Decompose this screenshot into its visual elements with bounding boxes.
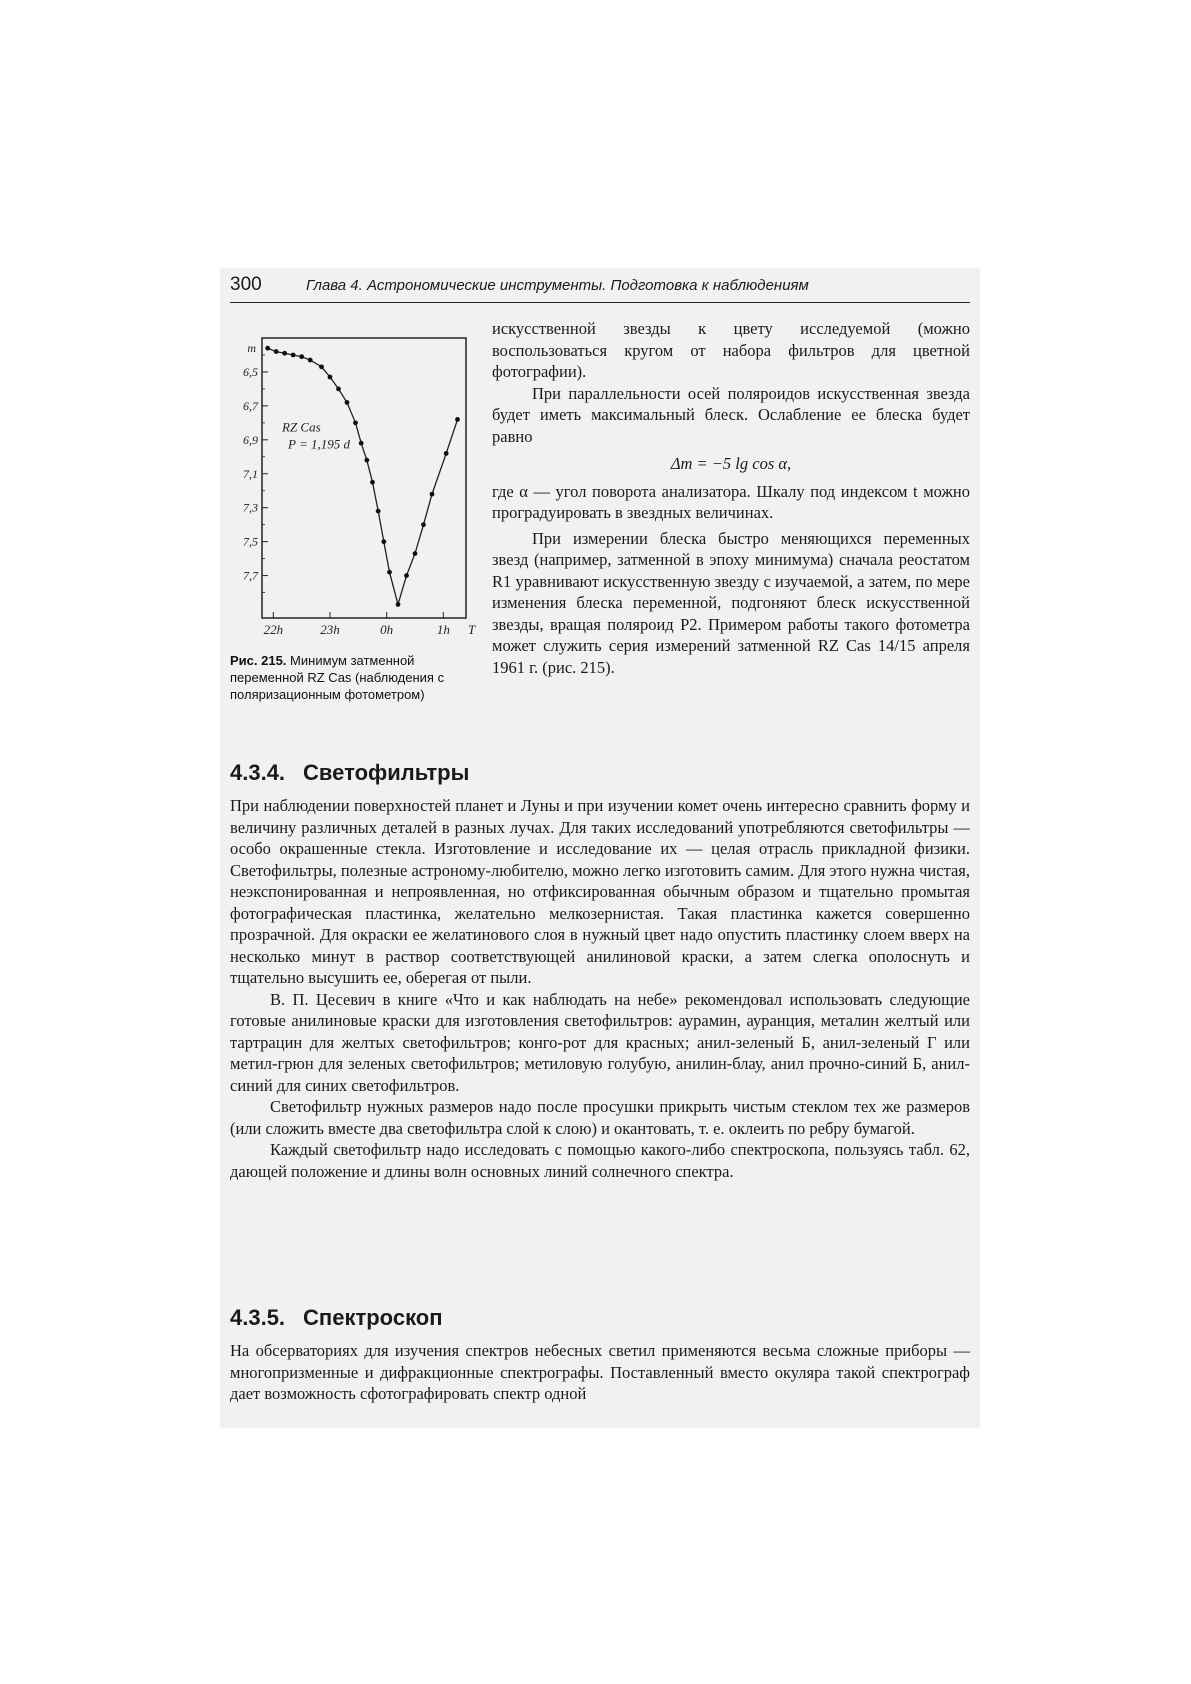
figure-215	[230, 330, 480, 720]
caption-text: Минимум затменной переменной RZ Cas (наблюдения с поляризационным фотометром)	[230, 653, 445, 702]
paragraph: Каждый светофильтр надо исследовать с помощью какого-либо спектроскопа, пользуясь табл. 62, дающей положение и длины волн основных линий солнечного спектра.	[230, 1140, 970, 1181]
data-point	[265, 346, 270, 351]
data-point	[353, 420, 358, 425]
data-point	[328, 375, 333, 380]
light-curve-chart	[230, 330, 480, 650]
data-point	[381, 539, 386, 544]
data-point	[421, 522, 426, 527]
section-heading-434	[230, 760, 970, 786]
paragraph: искусственной звезды к цвету исследуемой (можно воспользоваться кругом от набора фильтров для цветной фотографии).	[492, 319, 970, 381]
data-point	[376, 509, 381, 514]
section-number: 4.3.4.	[230, 760, 286, 785]
data-point	[413, 551, 418, 556]
paragraph: На обсерваториях для изучения спектров небесных светил применяются весьма сложные приборы — многопризменные и дифракционные спектрографы. Поставленный вместо окуляра такой спектрограф дает возможность сфотографировать спектр одной	[230, 1341, 970, 1403]
page-number: 300	[230, 274, 262, 295]
light-curve-line	[268, 348, 458, 604]
data-point	[396, 602, 401, 607]
x-axis-label: T	[468, 622, 476, 637]
section-title: Спектроскоп	[303, 1305, 443, 1330]
y-tick-label: 6,9	[243, 432, 258, 447]
paragraph: При параллельности осей поляроидов искусственная звезда будет иметь максимальный блеск. Ослабление ее блеска будет равно	[492, 383, 970, 446]
period-annotation: P = 1,195 d	[288, 436, 350, 452]
data-point	[299, 354, 304, 359]
x-tick-label: 22h	[263, 622, 284, 637]
data-point	[319, 364, 324, 369]
formula: Δm = −5 lg cos α,	[670, 454, 792, 473]
x-tick-label: 1h	[436, 622, 450, 637]
section-number: 4.3.5.	[230, 1305, 286, 1330]
star-name-annotation: RZ Cas	[282, 419, 321, 435]
data-point	[444, 451, 449, 456]
y-tick-label: 7,5	[243, 534, 258, 549]
right-column	[492, 318, 970, 678]
plot-frame	[262, 338, 466, 618]
data-point	[455, 417, 460, 422]
data-point	[308, 358, 313, 363]
y-tick-label: 7,7	[243, 568, 258, 583]
figure-caption	[230, 652, 480, 703]
data-point	[404, 573, 409, 578]
data-point	[430, 492, 435, 497]
y-axis-label: m	[247, 341, 256, 355]
data-point	[336, 387, 341, 392]
section-435-body	[230, 1340, 970, 1405]
y-tick-label: 7,1	[243, 466, 258, 481]
y-tick-label: 7,3	[243, 500, 258, 515]
section-434-body	[230, 795, 970, 1182]
data-point	[364, 458, 369, 463]
data-point	[370, 480, 375, 485]
running-head: Глава 4. Астрономические инструменты. Подготовка к наблюдениям	[306, 277, 809, 294]
paragraph: Светофильтр нужных размеров надо после просушки прикрыть чистым стеклом тех же размеров (или сложить вместе два светофильтра слой к слою) и окантовать, т. е. оклеить по ребру бумагой.	[230, 1097, 970, 1138]
x-tick-label: 0h	[380, 622, 394, 637]
data-point	[345, 400, 350, 405]
data-point	[282, 351, 287, 356]
page-header	[230, 272, 970, 303]
data-point	[387, 570, 392, 575]
paragraph: При измерении блеска быстро меняющихся переменных звезд (например, затменной в эпоху минимума) сначала реостатом R1 уравнивают искусственную звезду с изучаемой, а затем, по мере изменения блеска переменной, подгоняют блеск искусственной звезды, вращая поляроид P2. Примером работы такого фотометра может служить серия измерений затменной RZ Cas 14/15 апреля 1961 г. (рис. 215).	[492, 528, 970, 677]
paragraph: При наблюдении поверхностей планет и Луны и при изучении комет очень интересно сравнить форму и величину различных деталей в разных лучах. Для таких исследований употребляются светофильтры — особо окрашенные стекла. Изготовление и исследование их — целая отрасль прикладной физики. Светофильтры, полезные астроному-любителю, можно легко изготовить самим. Для этого нужна чистая, неэкспонированная и непроявленная, но отфиксированная обычным образом и тщательно промытая фотографическая пластинка, желательно мелкозернистая. Такая пластинка кажется совершенно прозрачной. Для окраски ее желатинового слоя в нужный цвет надо опустить пластинку слоем вверх на несколько минут в раствор соответствующей анилиновой краски, а затем слегка ополоснуть и тщательно высушить ее, оберегая от пыли.	[230, 796, 970, 987]
data-point	[274, 349, 279, 354]
caption-label: Рис. 215.	[230, 653, 287, 668]
paragraph: В. П. Цесевич в книге «Что и как наблюдать на небе» рекомендовал использовать следующие готовые анилиновые краски для изготовления светофильтров: аурамин, ауранция, металин желтый или тартрацин для желтых светофильтров; конго-рот для красных; анил-зеленый Б, анил-зеленый Г или метил-грюн для зеленых светофильтров; метиловую голубую, анилин-блау, анил прочно-синий Б, анил-синий для синих светофильтров.	[230, 989, 970, 1095]
x-tick-label: 23h	[320, 622, 340, 637]
section-title: Светофильтры	[303, 760, 470, 785]
y-tick-label: 6,7	[243, 398, 258, 413]
data-point	[359, 441, 364, 446]
y-tick-label: 6,5	[243, 364, 258, 379]
paragraph: где α — угол поворота анализатора. Шкалу под индексом t можно проградуировать в звездных величинах.	[492, 481, 970, 522]
section-heading-435	[230, 1305, 970, 1331]
data-point	[291, 353, 296, 358]
